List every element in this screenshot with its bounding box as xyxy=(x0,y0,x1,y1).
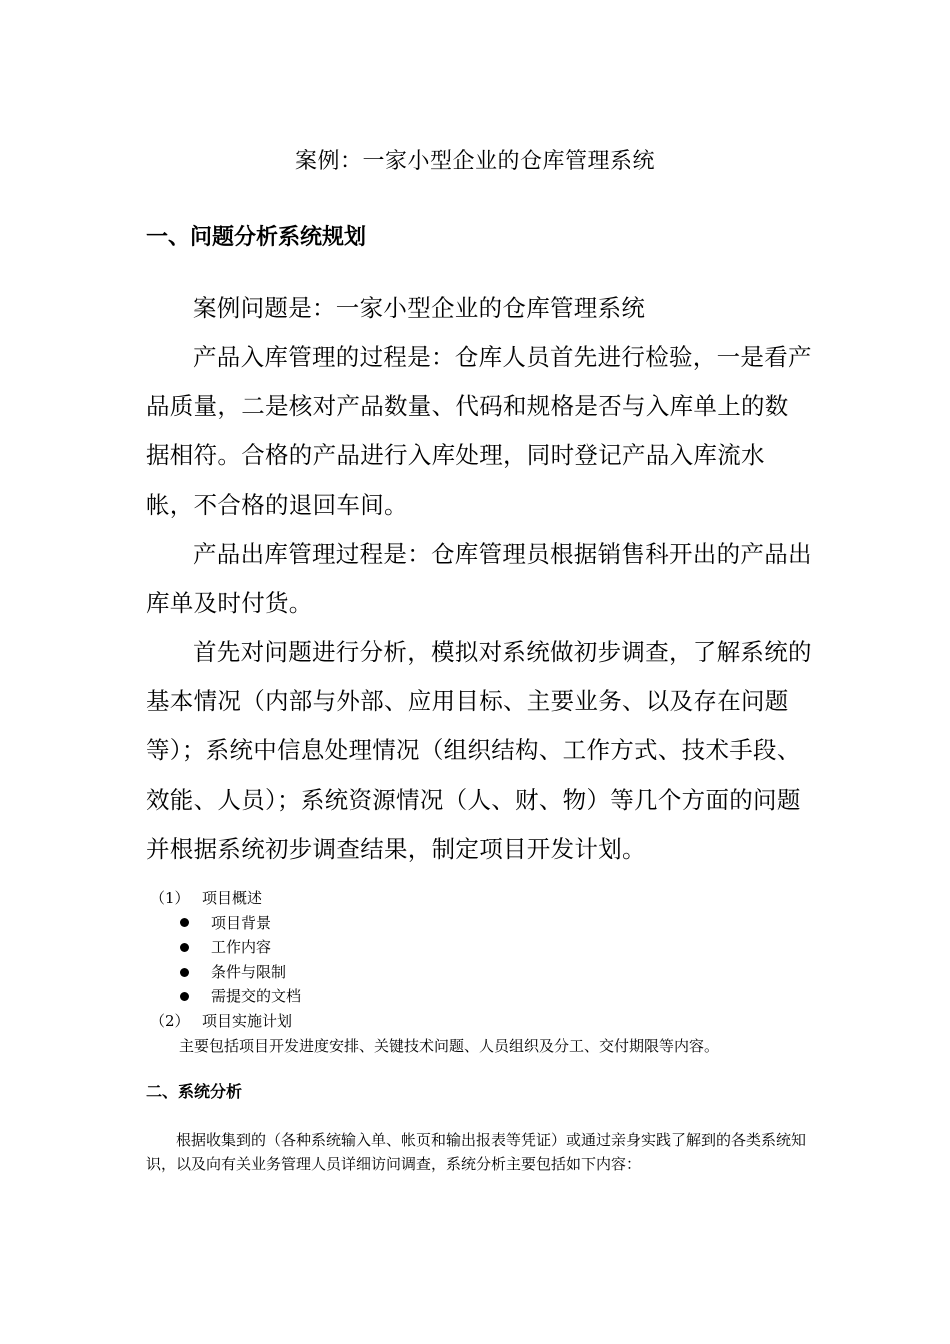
bullet-text: 条件与限制 xyxy=(211,962,287,981)
bullet-icon xyxy=(180,968,189,977)
bullet-item xyxy=(146,960,826,985)
bullet-icon xyxy=(180,943,189,952)
paragraph-outbound-process xyxy=(146,530,812,628)
outline-number: （2） xyxy=(150,1011,190,1030)
paragraph-system-analysis xyxy=(146,1128,808,1176)
paragraph-analysis-plan xyxy=(146,628,812,874)
bullet-text: 需提交的文档 xyxy=(211,987,302,1006)
bullet-text: 工作内容 xyxy=(211,938,272,957)
implementation-plan-description: 主要包括项目开发进度安排、关键技术问题、人员组织及分工、交付期限等内容。 xyxy=(179,1036,720,1055)
outline-item-overview xyxy=(146,886,826,911)
paragraph-text: 案例问题是：一家小型企业的仓库管理系统 xyxy=(193,294,646,322)
paragraph-text: 首先对问题进行分析，模拟对系统做初步调查，了解系统的基本情况（内部与外部、应用目标、主要业务、以及存在问题等）；系统中信息处理情况（组织结构、工作方式、技术手段、效能、人员）；系统资源情况（人、财、物）等几个方面的问题并根据系统初步调查结果，制定项目开发计划。 xyxy=(146,638,812,863)
outline-number: （1） xyxy=(150,889,190,907)
project-plan-outline xyxy=(146,886,826,1058)
bullet-icon xyxy=(180,918,189,927)
document-title: 案例：一家小型企业的仓库管理系统 xyxy=(294,149,655,174)
bullet-text: 项目背景 xyxy=(211,913,272,932)
outline-label: 项目概述 xyxy=(202,889,263,907)
paragraph-text: 产品入库管理的过程是：仓库人员首先进行检验，一是看产品质量，二是核对产品数量、代码和规格是否与入库单上的数据相符。合格的产品进行入库处理，同时登记产品入库流水帐，不合格的退回车间。 xyxy=(146,343,812,519)
paragraph-inbound-process xyxy=(146,333,812,530)
bullet-item xyxy=(146,984,826,1009)
paragraph-text: 产品出库管理过程是：仓库管理员根据销售科开出的产品出库单及时付货。 xyxy=(146,540,812,618)
bullet-icon xyxy=(180,992,189,1001)
bullet-item xyxy=(146,935,826,960)
section-heading-system-analysis: 二、系统分析 xyxy=(146,1082,243,1101)
bullet-item xyxy=(146,911,826,936)
outline-item-implementation-plan xyxy=(146,1009,826,1034)
paragraph-case-question xyxy=(146,284,812,333)
outline-label: 项目实施计划 xyxy=(202,1011,293,1030)
section-heading-problem-analysis: 一、问题分析系统规划 xyxy=(146,225,367,250)
paragraph-text: 根据收集到的（各种系统输入单、帐页和输出报表等凭证）或通过亲身实践了解到的各类系统知识，以及向有关业务管理人员详细访问调查，系统分析主要包括如下内容： xyxy=(146,1131,807,1173)
